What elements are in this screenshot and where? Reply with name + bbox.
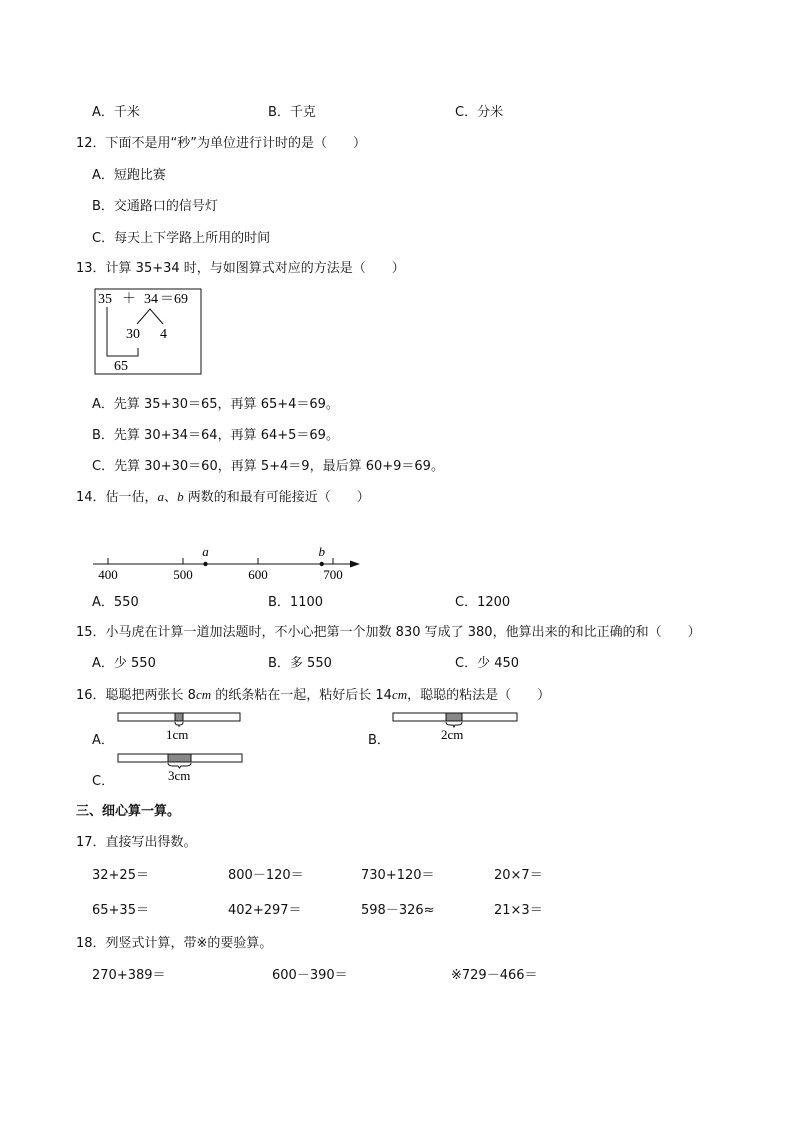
q11-option-b: B．千克 — [268, 105, 316, 120]
number-line-point-a — [203, 562, 207, 566]
q14-option-c: C．1200 — [455, 595, 511, 610]
q17-item: 402+297＝ — [228, 903, 302, 918]
overlap-area — [446, 713, 462, 721]
overlap-label: 3cm — [168, 768, 191, 783]
q12-stem: 12．下面不是用“秒”为单位进行计时的是（ ） — [76, 136, 367, 151]
section-3-title: 三、细心算一算。 — [76, 804, 181, 819]
q14-stem: 14．估一估，a、b 两数的和最有可能接近（ ） — [76, 489, 370, 505]
q15-option-a: A．少 550 — [92, 656, 156, 671]
q14-number-line — [88, 540, 368, 582]
q17-item: 598－326≈ — [361, 903, 435, 918]
q12-option-b: B．交通路口的信号灯 — [92, 199, 218, 214]
q15-stem: 15．小马虎在计算一道加法题时，不小心把第一个加数 830 写成了 380，他算出来的和比正确的和（ ） — [76, 625, 701, 640]
eq-result: ＝69 — [160, 292, 188, 307]
overlap-area — [168, 754, 191, 762]
eq-34: 34 — [144, 292, 158, 307]
overlap-label: 1cm — [166, 727, 189, 742]
split-30: 30 — [126, 327, 140, 342]
number-line-point-b — [320, 562, 324, 566]
q17-stem: 17．直接写出得数。 — [76, 835, 197, 850]
q18-item: 270+389＝ — [92, 968, 166, 983]
q15-option-c: C．少 450 — [455, 656, 520, 671]
q16-option-b-strips — [392, 712, 520, 744]
eq-plus: ＋ — [122, 292, 136, 307]
split-4: 4 — [160, 327, 167, 342]
q17-item: 800－120＝ — [228, 868, 304, 883]
q17-item: 65+35＝ — [92, 903, 149, 918]
q16-option-a-strips — [117, 712, 245, 744]
axis-arrow — [350, 561, 360, 568]
number-line-point-label: a — [202, 544, 209, 559]
sum-65: 65 — [114, 359, 128, 374]
q12-option-a: A．短跑比赛 — [92, 168, 166, 183]
q14-option-a: A．550 — [92, 595, 139, 610]
q16-stem: 16．聪聪把两张长 8cm 的纸条粘在一起，粘好后长 14cm，聪聪的粘法是（ ） — [76, 687, 551, 703]
q13-option-b: B．先算 30+34＝64，再算 64+5＝69。 — [92, 428, 339, 443]
split-branch — [137, 309, 163, 324]
q17-item: 20×7＝ — [494, 868, 543, 883]
q17-item: 32+25＝ — [92, 868, 149, 883]
q11-option-a: A．千米 — [92, 105, 140, 120]
eq-35: 35 — [98, 292, 112, 307]
number-line-tick-label: 700 — [323, 567, 343, 582]
q18-stem: 18．列竖式计算，带※的要验算。 — [76, 936, 273, 951]
overlap-area — [175, 713, 183, 721]
q16-option-a-letter: A． — [92, 733, 114, 748]
number-line-tick-label: 500 — [173, 567, 193, 582]
q12-option-c: C．每天上下学路上所用的时间 — [92, 231, 271, 246]
q13-option-c: C．先算 30+30＝60，再算 5+4＝9，最后算 60+9＝69。 — [92, 459, 444, 474]
q16-option-c-letter: C． — [92, 774, 115, 789]
q17-item: 21×3＝ — [494, 903, 543, 918]
q15-option-b: B．多 550 — [268, 656, 332, 671]
q18-item: 600－390＝ — [272, 968, 348, 983]
q13-calc-figure — [94, 288, 204, 376]
q18-item: ※729－466＝ — [451, 968, 538, 983]
number-line-point-label: b — [318, 544, 325, 559]
q17-item: 730+120＝ — [361, 868, 435, 883]
q13-option-a: A．先算 35+30＝65，再算 65+4＝69。 — [92, 397, 339, 412]
number-line-tick-label: 400 — [98, 567, 118, 582]
q16-option-b-letter: B． — [368, 733, 390, 748]
q13-stem: 13．计算 35+34 时，与如图算式对应的方法是（ ） — [76, 261, 405, 276]
q11-option-c: C．分米 — [455, 105, 504, 120]
number-line-tick-label: 600 — [248, 567, 268, 582]
overlap-label: 2cm — [441, 727, 464, 742]
q16-option-c-strips — [117, 753, 245, 785]
q14-option-b: B．1100 — [268, 595, 324, 610]
